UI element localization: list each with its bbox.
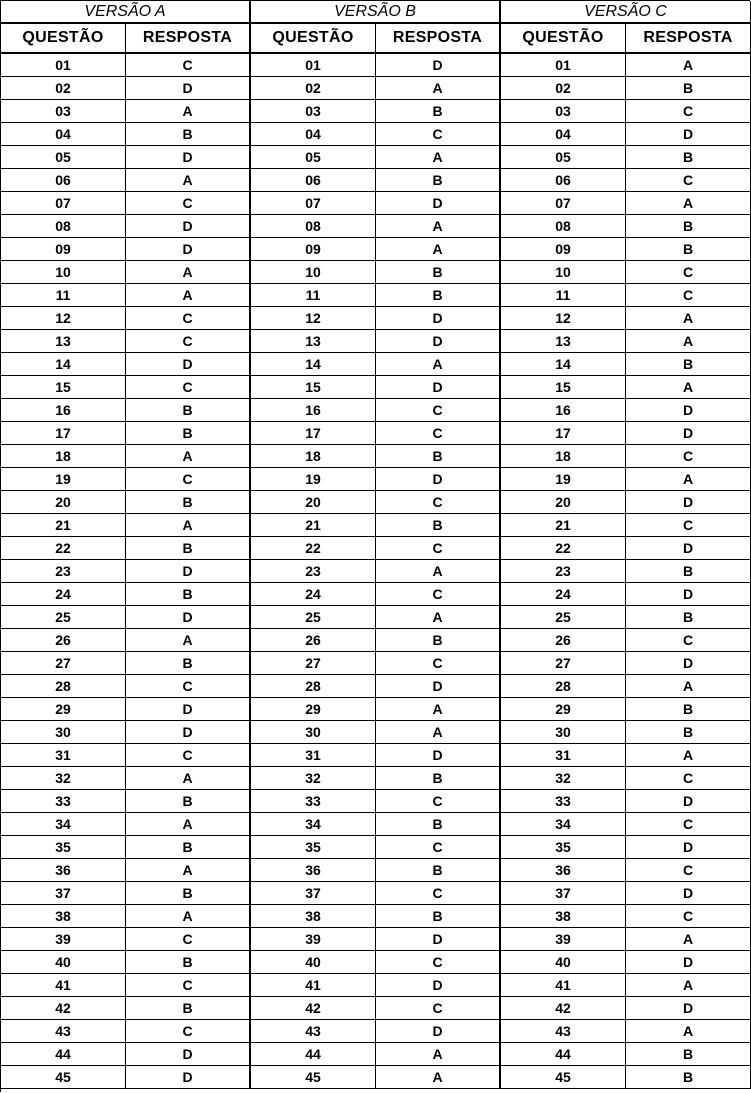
version-a-question-number: 04	[1, 123, 126, 146]
version-a-answer: A	[126, 859, 251, 882]
version-c-answer: C	[626, 813, 751, 836]
version-b-answer: D	[376, 928, 501, 951]
version-c-answer: B	[626, 353, 751, 376]
version-b-question-number: 28	[251, 675, 376, 698]
version-b-question-number: 19	[251, 468, 376, 491]
version-b-answer: B	[376, 905, 501, 928]
version-b-question-number: 42	[251, 997, 376, 1020]
version-c-answer: D	[626, 882, 751, 905]
version-a-question-number: 31	[1, 744, 126, 767]
version-c-question-number: 01	[501, 54, 626, 77]
version-a-answer: C	[126, 468, 251, 491]
version-a-question-number: 08	[1, 215, 126, 238]
version-a-answer: B	[126, 790, 251, 813]
version-b-answer: C	[376, 790, 501, 813]
version-b-question-number: 06	[251, 169, 376, 192]
version-a-question-number: 45	[1, 1066, 126, 1089]
version-a-question-number: 06	[1, 169, 126, 192]
version-c-question-number: 28	[501, 675, 626, 698]
version-b-question-number: 33	[251, 790, 376, 813]
version-a-question-number: 25	[1, 606, 126, 629]
version-b-question-number: 17	[251, 422, 376, 445]
version-a-question-number: 34	[1, 813, 126, 836]
version-b-question-number: 29	[251, 698, 376, 721]
version-c-answer: B	[626, 238, 751, 261]
version-b-answer: D	[376, 330, 501, 353]
version-b-question-number: 27	[251, 652, 376, 675]
version-b-question-number: 13	[251, 330, 376, 353]
version-a-question-number: 33	[1, 790, 126, 813]
version-b-question-number: 14	[251, 353, 376, 376]
version-c-question-number: 30	[501, 721, 626, 744]
version-a-answer: B	[126, 951, 251, 974]
version-c-question-number: 22	[501, 537, 626, 560]
version-c-answer: D	[626, 537, 751, 560]
version-c-question-number: 43	[501, 1020, 626, 1043]
version-a-answer: C	[126, 307, 251, 330]
version-c-question-number: 25	[501, 606, 626, 629]
version-a-answer: A	[126, 445, 251, 468]
version-b-answer: C	[376, 123, 501, 146]
version-c-question-number: 08	[501, 215, 626, 238]
version-a-answer: B	[126, 491, 251, 514]
version-c-answer: D	[626, 997, 751, 1020]
version-c-answer: B	[626, 698, 751, 721]
version-b-question-number: 09	[251, 238, 376, 261]
version-b-question-number: 39	[251, 928, 376, 951]
version-c-answer: A	[626, 1020, 751, 1043]
version-a-answer: C	[126, 330, 251, 353]
version-a-answer: B	[126, 123, 251, 146]
version-b-question-number: 18	[251, 445, 376, 468]
version-c-answer: A	[626, 192, 751, 215]
version-c-answer: C	[626, 905, 751, 928]
version-b-answer: C	[376, 836, 501, 859]
version-a-answer: A	[126, 629, 251, 652]
version-a-answer: C	[126, 54, 251, 77]
version-b-answer: D	[376, 307, 501, 330]
version-a-question-number: 32	[1, 767, 126, 790]
version-c-answer: C	[626, 100, 751, 123]
version-b-question-number: 01	[251, 54, 376, 77]
version-b-question-number: 35	[251, 836, 376, 859]
version-c-answer: C	[626, 445, 751, 468]
version-c-question-number: 02	[501, 77, 626, 100]
version-c-question-number: 39	[501, 928, 626, 951]
version-b-answer: C	[376, 422, 501, 445]
version-c-answer: D	[626, 652, 751, 675]
version-b-question-number: 34	[251, 813, 376, 836]
version-c-answer: D	[626, 123, 751, 146]
version-c-answer: A	[626, 468, 751, 491]
version-a-question-number: 26	[1, 629, 126, 652]
version-a-question-number: 24	[1, 583, 126, 606]
version-a-answer: C	[126, 376, 251, 399]
version-b-answer: D	[376, 1020, 501, 1043]
version-c-question-number: 05	[501, 146, 626, 169]
version-a-answer: A	[126, 100, 251, 123]
version-b-question-number: 16	[251, 399, 376, 422]
version-c-question-number: 03	[501, 100, 626, 123]
version-b-answer: C	[376, 399, 501, 422]
version-b-title: VERSÃO B	[251, 1, 501, 24]
version-b-answer: B	[376, 859, 501, 882]
version-a-answer: B	[126, 882, 251, 905]
version-b-question-number: 26	[251, 629, 376, 652]
version-c-question-number: 37	[501, 882, 626, 905]
version-a-question-number: 09	[1, 238, 126, 261]
version-c-answer: A	[626, 307, 751, 330]
version-a-question-number: 27	[1, 652, 126, 675]
version-a-question-number: 17	[1, 422, 126, 445]
version-a-question-header: QUESTÃO	[1, 24, 126, 54]
version-c-question-number: 33	[501, 790, 626, 813]
version-c-answer: A	[626, 974, 751, 997]
version-a-answer: D	[126, 606, 251, 629]
version-a-question-number: 02	[1, 77, 126, 100]
version-a-question-number: 44	[1, 1043, 126, 1066]
version-c-question-header: QUESTÃO	[501, 24, 626, 54]
version-b-answer: C	[376, 652, 501, 675]
version-c-question-number: 31	[501, 744, 626, 767]
version-c-question-number: 12	[501, 307, 626, 330]
version-a-answer: B	[126, 422, 251, 445]
version-b-question-number: 40	[251, 951, 376, 974]
version-a-answer: D	[126, 721, 251, 744]
version-a-answer: C	[126, 1020, 251, 1043]
version-c-answer: B	[626, 146, 751, 169]
version-a-answer: A	[126, 169, 251, 192]
version-a-question-number: 11	[1, 284, 126, 307]
version-b-answer: A	[376, 698, 501, 721]
version-b-answer: B	[376, 169, 501, 192]
version-a-question-number: 15	[1, 376, 126, 399]
version-a-answer: C	[126, 974, 251, 997]
version-c-question-number: 35	[501, 836, 626, 859]
version-a-question-number: 07	[1, 192, 126, 215]
version-b-question-number: 44	[251, 1043, 376, 1066]
version-a-question-number: 38	[1, 905, 126, 928]
version-c-answer: C	[626, 284, 751, 307]
version-a-question-number: 28	[1, 675, 126, 698]
version-b-answer: B	[376, 261, 501, 284]
version-a-question-number: 43	[1, 1020, 126, 1043]
version-b-question-number: 37	[251, 882, 376, 905]
version-a-answer: B	[126, 836, 251, 859]
version-c-title: VERSÃO C	[501, 1, 751, 24]
version-c-question-number: 32	[501, 767, 626, 790]
version-b-answer: D	[376, 376, 501, 399]
version-a-question-number: 21	[1, 514, 126, 537]
version-c-question-number: 06	[501, 169, 626, 192]
version-c-question-number: 44	[501, 1043, 626, 1066]
version-a-question-number: 40	[1, 951, 126, 974]
version-a-answer: C	[126, 928, 251, 951]
version-b-answer: B	[376, 100, 501, 123]
version-a-question-number: 05	[1, 146, 126, 169]
version-c-question-number: 18	[501, 445, 626, 468]
version-b-answer: D	[376, 54, 501, 77]
version-c-answer: C	[626, 261, 751, 284]
version-b-answer: A	[376, 1043, 501, 1066]
version-c-question-number: 09	[501, 238, 626, 261]
version-b-answer: D	[376, 744, 501, 767]
version-a-answer: B	[126, 399, 251, 422]
version-b-answer: C	[376, 583, 501, 606]
version-c-question-number: 19	[501, 468, 626, 491]
version-c-question-number: 16	[501, 399, 626, 422]
version-a-question-number: 42	[1, 997, 126, 1020]
version-c-answer: D	[626, 491, 751, 514]
version-c-answer: B	[626, 215, 751, 238]
version-a-question-number: 01	[1, 54, 126, 77]
version-a-answer: D	[126, 1043, 251, 1066]
version-a-answer: B	[126, 537, 251, 560]
version-b-question-number: 03	[251, 100, 376, 123]
version-b-question-header: QUESTÃO	[251, 24, 376, 54]
version-b-question-number: 30	[251, 721, 376, 744]
version-b-answer: A	[376, 353, 501, 376]
version-a-question-number: 20	[1, 491, 126, 514]
version-a-question-number: 37	[1, 882, 126, 905]
version-c-question-number: 07	[501, 192, 626, 215]
version-c-question-number: 20	[501, 491, 626, 514]
version-a-answer: A	[126, 813, 251, 836]
version-c-question-number: 29	[501, 698, 626, 721]
version-c-question-number: 13	[501, 330, 626, 353]
version-b-answer: A	[376, 238, 501, 261]
version-a-title: VERSÃO A	[1, 1, 251, 24]
version-a-answer: D	[126, 215, 251, 238]
version-c-question-number: 23	[501, 560, 626, 583]
version-a-answer: B	[126, 652, 251, 675]
version-c-answer: A	[626, 376, 751, 399]
version-b-answer: A	[376, 721, 501, 744]
version-b-question-number: 21	[251, 514, 376, 537]
version-b-answer: D	[376, 675, 501, 698]
version-b-question-number: 15	[251, 376, 376, 399]
version-a-answer: D	[126, 146, 251, 169]
version-b-question-number: 02	[251, 77, 376, 100]
version-a-question-number: 29	[1, 698, 126, 721]
version-b-question-number: 23	[251, 560, 376, 583]
version-a-question-number: 19	[1, 468, 126, 491]
version-c-question-number: 45	[501, 1066, 626, 1089]
version-a-question-number: 30	[1, 721, 126, 744]
version-c-answer: B	[626, 606, 751, 629]
version-c-question-number: 04	[501, 123, 626, 146]
version-a-answer: D	[126, 698, 251, 721]
version-b-answer: B	[376, 284, 501, 307]
version-c-question-number: 41	[501, 974, 626, 997]
version-a-answer: A	[126, 905, 251, 928]
version-a-answer: A	[126, 261, 251, 284]
version-b-question-number: 38	[251, 905, 376, 928]
version-a-answer: D	[126, 1066, 251, 1089]
version-b-question-number: 10	[251, 261, 376, 284]
version-a-answer: D	[126, 560, 251, 583]
version-c-answer: C	[626, 169, 751, 192]
version-b-answer: A	[376, 560, 501, 583]
version-a-question-number: 22	[1, 537, 126, 560]
version-b-answer: C	[376, 491, 501, 514]
version-c-answer: C	[626, 629, 751, 652]
version-a-answer: B	[126, 997, 251, 1020]
version-c-answer: D	[626, 790, 751, 813]
version-a-question-number: 12	[1, 307, 126, 330]
version-a-question-number: 03	[1, 100, 126, 123]
version-a-question-number: 36	[1, 859, 126, 882]
version-a-answer: C	[126, 192, 251, 215]
version-b-answer: A	[376, 146, 501, 169]
version-b-answer: A	[376, 1066, 501, 1089]
version-b-question-number: 07	[251, 192, 376, 215]
version-b-answer: C	[376, 951, 501, 974]
version-b-question-number: 32	[251, 767, 376, 790]
version-b-question-number: 05	[251, 146, 376, 169]
version-b-answer: B	[376, 813, 501, 836]
version-b-question-number: 36	[251, 859, 376, 882]
version-c-answer: B	[626, 77, 751, 100]
version-c-question-number: 21	[501, 514, 626, 537]
version-b-question-number: 41	[251, 974, 376, 997]
version-c-answer: C	[626, 859, 751, 882]
version-b-answer: A	[376, 77, 501, 100]
version-c-question-number: 24	[501, 583, 626, 606]
version-b-question-number: 11	[251, 284, 376, 307]
version-c-answer: A	[626, 744, 751, 767]
version-b-answer: D	[376, 468, 501, 491]
version-b-answer: D	[376, 974, 501, 997]
version-b-answer: B	[376, 767, 501, 790]
version-a-answer: A	[126, 284, 251, 307]
version-a-answer: D	[126, 77, 251, 100]
version-c-answer: A	[626, 928, 751, 951]
version-a-answer: A	[126, 767, 251, 790]
version-c-question-number: 40	[501, 951, 626, 974]
version-a-question-number: 35	[1, 836, 126, 859]
version-c-answer: A	[626, 675, 751, 698]
version-a-answer: C	[126, 675, 251, 698]
version-c-question-number: 34	[501, 813, 626, 836]
version-c-answer: D	[626, 951, 751, 974]
version-c-answer: B	[626, 1066, 751, 1089]
version-c-answer: C	[626, 514, 751, 537]
version-a-question-number: 13	[1, 330, 126, 353]
version-c-answer: B	[626, 560, 751, 583]
version-c-answer: D	[626, 583, 751, 606]
version-b-answer: C	[376, 997, 501, 1020]
version-a-answer: D	[126, 353, 251, 376]
version-c-answer: D	[626, 422, 751, 445]
version-b-answer-header: RESPOSTA	[376, 24, 501, 54]
version-b-answer: B	[376, 445, 501, 468]
version-b-question-number: 31	[251, 744, 376, 767]
version-b-answer: A	[376, 606, 501, 629]
version-b-question-number: 20	[251, 491, 376, 514]
version-a-question-number: 16	[1, 399, 126, 422]
version-b-question-number: 04	[251, 123, 376, 146]
version-a-answer: B	[126, 583, 251, 606]
version-a-answer-header: RESPOSTA	[126, 24, 251, 54]
version-c-question-number: 26	[501, 629, 626, 652]
version-b-answer: C	[376, 882, 501, 905]
version-c-answer: C	[626, 767, 751, 790]
version-a-question-number: 10	[1, 261, 126, 284]
version-b-question-number: 24	[251, 583, 376, 606]
version-c-answer-header: RESPOSTA	[626, 24, 751, 54]
version-c-question-number: 11	[501, 284, 626, 307]
version-c-answer: B	[626, 1043, 751, 1066]
version-c-question-number: 17	[501, 422, 626, 445]
version-b-question-number: 12	[251, 307, 376, 330]
version-c-question-number: 38	[501, 905, 626, 928]
version-b-answer: D	[376, 192, 501, 215]
version-c-answer: B	[626, 721, 751, 744]
version-c-answer: D	[626, 836, 751, 859]
version-b-answer: C	[376, 537, 501, 560]
version-c-question-number: 15	[501, 376, 626, 399]
version-b-question-number: 43	[251, 1020, 376, 1043]
version-b-answer: B	[376, 629, 501, 652]
version-c-question-number: 36	[501, 859, 626, 882]
version-a-question-number: 18	[1, 445, 126, 468]
version-a-question-number: 41	[1, 974, 126, 997]
version-b-answer: A	[376, 215, 501, 238]
version-b-question-number: 08	[251, 215, 376, 238]
version-b-question-number: 22	[251, 537, 376, 560]
version-c-question-number: 27	[501, 652, 626, 675]
version-b-question-number: 45	[251, 1066, 376, 1089]
version-a-question-number: 14	[1, 353, 126, 376]
version-a-answer: A	[126, 514, 251, 537]
version-c-answer: D	[626, 399, 751, 422]
version-a-question-number: 39	[1, 928, 126, 951]
version-b-question-number: 25	[251, 606, 376, 629]
version-a-question-number: 23	[1, 560, 126, 583]
version-c-answer: A	[626, 54, 751, 77]
version-a-answer: C	[126, 744, 251, 767]
version-c-question-number: 42	[501, 997, 626, 1020]
version-a-answer: D	[126, 238, 251, 261]
version-c-answer: A	[626, 330, 751, 353]
version-b-answer: B	[376, 514, 501, 537]
version-c-question-number: 10	[501, 261, 626, 284]
version-c-question-number: 14	[501, 353, 626, 376]
